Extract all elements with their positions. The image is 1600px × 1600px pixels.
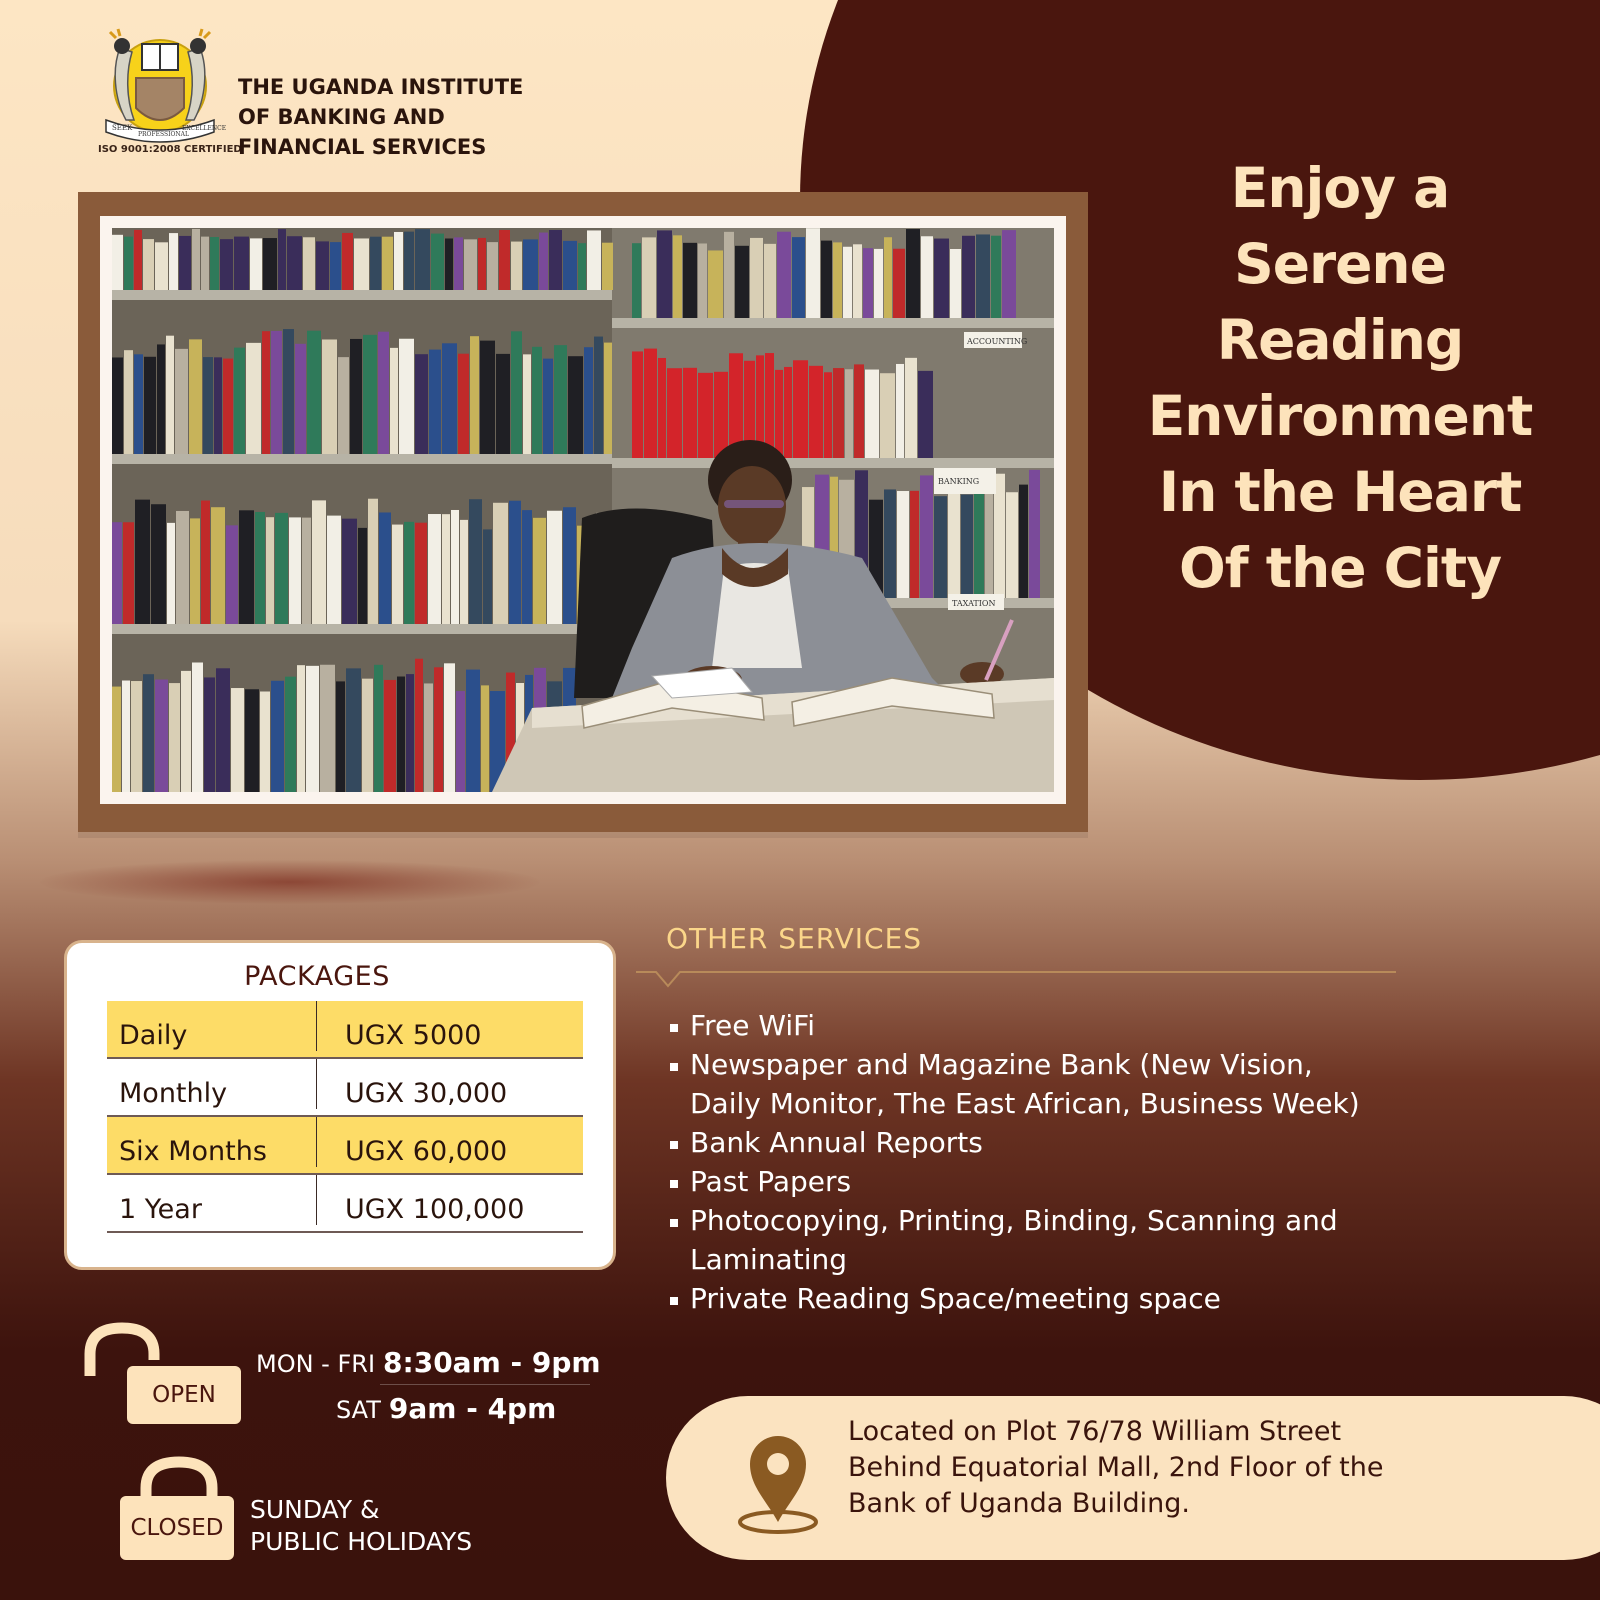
- book-spine: [262, 331, 270, 454]
- book-spine: [724, 232, 734, 318]
- book-spine: [897, 491, 909, 598]
- headline: [1120, 150, 1560, 606]
- book-spine: [316, 241, 329, 290]
- book-spine: [322, 339, 337, 454]
- institute-logo: [90, 28, 230, 163]
- book-spine: [112, 687, 121, 792]
- package-row: [107, 1059, 583, 1117]
- book-spine: [991, 236, 1001, 318]
- book-spine: [974, 478, 984, 598]
- book-spine: [246, 343, 261, 454]
- book-spine: [533, 518, 546, 624]
- iso-certification: ISO 9001:2008 CERTIFIED: [98, 144, 242, 155]
- book-spine: [442, 514, 450, 624]
- book-spine: [123, 522, 134, 624]
- book-spine: [271, 681, 284, 792]
- book-spine: [698, 243, 707, 318]
- book-spine: [431, 234, 444, 290]
- package-name: 1 Year: [107, 1175, 317, 1225]
- book-spine: [563, 507, 576, 624]
- hours-divider: [380, 1384, 590, 1385]
- book-spine: [483, 529, 492, 624]
- frame-shadow: [40, 860, 540, 904]
- book-spine: [950, 249, 961, 318]
- book-spine: [167, 523, 175, 624]
- book-spine: [404, 232, 414, 290]
- book-spine: [223, 359, 233, 454]
- book-spine: [961, 495, 973, 598]
- package-name: Daily: [107, 1001, 317, 1051]
- book-spine: [124, 237, 133, 290]
- services-divider: [636, 968, 1396, 992]
- book-spine: [399, 339, 414, 454]
- book-spine: [245, 689, 259, 792]
- package-row: [107, 1001, 583, 1059]
- book-spine: [239, 510, 254, 624]
- book-spine: [458, 354, 469, 454]
- book-spine: [1029, 470, 1040, 598]
- book-spine: [255, 512, 265, 624]
- book-spine: [201, 237, 209, 290]
- weekday-time: 8:30am - 9pm: [383, 1346, 601, 1379]
- book-spine: [220, 239, 233, 290]
- book-spine: [464, 239, 477, 290]
- packages-card: [64, 940, 616, 1270]
- package-name: Six Months: [107, 1117, 317, 1167]
- book-spine: [777, 232, 791, 318]
- location-banner: [666, 1396, 1600, 1560]
- book-spine: [234, 237, 249, 290]
- book-spine: [320, 665, 335, 792]
- book-spine: [131, 681, 142, 792]
- location-pin-icon: [736, 1424, 820, 1536]
- book-spine: [374, 665, 383, 792]
- motto-seek: SEEK: [112, 124, 133, 132]
- package-name: Monthly: [107, 1059, 317, 1109]
- book-spine: [644, 349, 657, 458]
- book-spine: [285, 677, 296, 792]
- service-item: Photocopying, Printing, Binding, Scanning and Laminating: [668, 1201, 1360, 1279]
- book-spine: [211, 507, 225, 624]
- book-spine: [853, 244, 862, 318]
- book-spine: [469, 499, 482, 624]
- book-spine: [404, 522, 414, 624]
- book-spine: [460, 520, 468, 624]
- service-item: Private Reading Space/meeting space: [668, 1279, 1408, 1318]
- book-spine: [539, 233, 548, 290]
- book-spine: [806, 228, 820, 318]
- book-spine: [456, 691, 465, 792]
- package-row: [107, 1175, 583, 1233]
- packages-title: PACKAGES: [244, 961, 390, 992]
- book-spine: [833, 368, 844, 458]
- book-spine: [792, 237, 805, 318]
- book-spine: [775, 370, 783, 458]
- book-spine: [363, 335, 377, 454]
- motto-professional: PROFESSIONAL: [138, 131, 189, 138]
- book-spine: [338, 357, 349, 454]
- book-spine: [189, 339, 202, 454]
- book-spine: [169, 683, 180, 792]
- book-spine: [295, 344, 306, 454]
- photo-mat: [100, 216, 1066, 804]
- book-spine: [144, 357, 156, 454]
- book-spine: [342, 519, 357, 624]
- book-spine: [415, 523, 427, 624]
- shelf-label: ACCOUNTING: [967, 337, 1028, 346]
- book-spine: [602, 243, 613, 290]
- book-spine: [906, 229, 920, 318]
- book-spine: [112, 357, 123, 454]
- book-spine: [358, 528, 367, 624]
- book-spine: [306, 666, 319, 792]
- book-spine: [192, 229, 200, 290]
- headline-line: In the Heart: [1158, 460, 1522, 524]
- book-spine: [470, 336, 479, 454]
- book-spine: [289, 517, 301, 624]
- book-spine: [424, 683, 433, 792]
- book-spine: [854, 364, 864, 458]
- book-spine: [151, 504, 166, 624]
- book-spine: [415, 354, 428, 454]
- book-spine: [918, 371, 933, 458]
- shelf-label: TAXATION: [952, 599, 996, 608]
- book-spine: [934, 496, 947, 598]
- book-spine: [406, 674, 414, 792]
- book-spine: [428, 514, 441, 624]
- book-spine: [658, 358, 666, 458]
- book-spine: [397, 677, 405, 792]
- service-item: Past Papers: [668, 1162, 1408, 1201]
- book-spine: [821, 241, 832, 318]
- book-spine: [784, 367, 792, 458]
- saturday-hours: [336, 1392, 556, 1425]
- book-spine: [370, 237, 381, 290]
- weekday-days: MON - FRI: [256, 1350, 376, 1378]
- institute-name: [238, 72, 523, 162]
- book-spine: [493, 503, 508, 624]
- book-spine: [511, 242, 522, 290]
- book-spine: [302, 518, 311, 624]
- book-spine: [642, 237, 656, 318]
- book-spine: [845, 369, 853, 458]
- book-spine: [874, 249, 883, 318]
- book-spine: [176, 511, 189, 624]
- book-spine: [843, 247, 852, 318]
- book-spine: [415, 659, 423, 792]
- book-spine: [266, 517, 274, 624]
- book-spine: [175, 349, 188, 454]
- book-spine: [708, 250, 723, 318]
- book-spine: [297, 665, 305, 792]
- book-spine: [884, 237, 892, 318]
- book-spine: [124, 350, 133, 454]
- book-spine: [880, 373, 895, 458]
- book-spine: [921, 236, 933, 318]
- book-spine: [143, 239, 154, 290]
- headline-line: Serene: [1234, 232, 1446, 296]
- book-spine: [824, 372, 832, 458]
- services-list: [668, 1006, 1408, 1318]
- book-spine: [920, 475, 933, 598]
- book-spine: [203, 357, 213, 454]
- book-spine: [169, 233, 178, 290]
- book-spine: [454, 237, 463, 290]
- book-spine: [893, 249, 905, 318]
- book-spine: [271, 331, 282, 454]
- book-spine: [134, 354, 143, 454]
- book-spine: [342, 233, 353, 290]
- book-spine: [442, 343, 457, 454]
- book-spine: [234, 348, 245, 454]
- book-spine: [1002, 230, 1016, 318]
- book-spine: [312, 500, 326, 624]
- saturday-days: SAT: [336, 1396, 381, 1424]
- book-spine: [346, 668, 361, 792]
- book-spine: [368, 499, 378, 624]
- service-item: Bank Annual Reports: [668, 1123, 1408, 1162]
- book-spine: [487, 242, 498, 290]
- closed-days: [250, 1494, 472, 1558]
- package-row: [107, 1117, 583, 1175]
- book-spine: [735, 246, 749, 318]
- book-spine: [667, 368, 682, 458]
- book-spine: [657, 230, 672, 318]
- book-spine: [445, 238, 453, 290]
- book-spine: [350, 339, 362, 454]
- book-spine: [481, 685, 489, 792]
- book-spine: [480, 341, 495, 454]
- book-spine: [683, 368, 697, 458]
- book-spine: [632, 243, 641, 318]
- book-spine: [362, 679, 373, 792]
- package-price: UGX 100,000: [345, 1194, 525, 1225]
- book-spine: [523, 239, 538, 290]
- institute-name-line: THE UGANDA INSTITUTE: [238, 75, 524, 99]
- book-spine: [201, 501, 210, 624]
- book-spine: [809, 366, 823, 458]
- book-spine: [1019, 485, 1028, 598]
- location-address: [848, 1414, 1383, 1522]
- address-line: Located on Plot 76/78 William Street: [848, 1416, 1342, 1447]
- book-spine: [214, 357, 222, 454]
- book-spine: [578, 243, 586, 290]
- book-spine: [451, 510, 459, 624]
- book-spine: [192, 662, 203, 792]
- book-spine: [466, 670, 480, 792]
- book-spine: [532, 347, 542, 454]
- book-spine: [155, 242, 168, 290]
- book-spine: [181, 671, 191, 792]
- book-spine: [157, 344, 165, 454]
- book-spine: [584, 347, 593, 454]
- book-spine: [434, 667, 443, 792]
- book-spine: [884, 489, 896, 598]
- book-spine: [204, 677, 215, 792]
- headline-line: Of the City: [1178, 536, 1502, 600]
- address-line: Behind Equatorial Mall, 2nd Floor of the: [848, 1452, 1384, 1483]
- book-spine: [112, 235, 123, 290]
- book-spine: [231, 688, 244, 792]
- saturday-time: 9am - 4pm: [388, 1392, 557, 1425]
- book-spine: [793, 360, 808, 458]
- book-spine: [112, 522, 122, 624]
- headline-line: Enjoy a: [1230, 156, 1450, 220]
- book-spine: [698, 373, 713, 458]
- shelf-label: BANKING: [938, 477, 980, 486]
- book-spine: [554, 345, 567, 454]
- book-spine: [905, 358, 917, 458]
- book-spine: [307, 331, 321, 454]
- book-spine: [135, 500, 150, 624]
- book-spine: [1006, 492, 1018, 598]
- packages-table: [107, 1001, 583, 1233]
- book-spine: [563, 241, 577, 290]
- book-spine: [287, 236, 302, 290]
- book-spine: [134, 230, 142, 290]
- book-spine: [210, 237, 219, 290]
- book-spine: [764, 244, 776, 318]
- weekday-hours: [256, 1346, 601, 1379]
- headline-line: Environment: [1147, 384, 1533, 448]
- service-item: Newspaper and Magazine Bank (New Vision, Daily Monitor, The East African, Business Week): [668, 1045, 1380, 1123]
- book-spine: [934, 239, 949, 318]
- book-spine: [604, 343, 612, 454]
- book-spine: [976, 234, 990, 318]
- library-photo: [112, 228, 1054, 792]
- package-price: UGX 30,000: [345, 1078, 508, 1109]
- book-spine: [910, 491, 919, 598]
- institute-name-line: OF BANKING AND: [238, 105, 445, 129]
- book-spine: [278, 229, 286, 290]
- book-spine: [632, 351, 643, 458]
- book-spine: [250, 238, 262, 290]
- closed-days-line: PUBLIC HOLIDAYS: [250, 1527, 473, 1556]
- book-spine: [673, 235, 682, 318]
- book-spine: [143, 674, 154, 792]
- motto-excellence: EXCELLENCE: [182, 125, 227, 132]
- book-spine: [547, 511, 562, 624]
- book-spine: [833, 242, 842, 318]
- book-spine: [865, 370, 879, 458]
- headline-line: Reading: [1216, 308, 1464, 372]
- book-spine: [594, 337, 603, 454]
- institute-name-line: FINANCIAL SERVICES: [238, 135, 487, 159]
- package-price: UGX 5000: [345, 1020, 482, 1051]
- book-spine: [122, 681, 130, 792]
- book-spine: [896, 364, 904, 458]
- book-spine: [392, 525, 403, 624]
- book-spine: [336, 681, 345, 792]
- package-price: UGX 60,000: [345, 1136, 508, 1167]
- book-spine: [303, 237, 315, 290]
- open-label: OPEN: [127, 1366, 241, 1424]
- book-spine: [354, 238, 369, 290]
- book-spine: [263, 238, 277, 290]
- book-spine: [765, 353, 774, 458]
- book-spine: [496, 354, 510, 454]
- book-spine: [379, 512, 391, 624]
- book-spine: [511, 331, 522, 454]
- address-line: Bank of Uganda Building.: [848, 1488, 1190, 1519]
- book-spine: [683, 243, 697, 318]
- book-spine: [509, 501, 521, 624]
- book-spine: [478, 238, 486, 290]
- book-spine: [543, 359, 553, 454]
- book-spine: [179, 236, 191, 290]
- service-item: Free WiFi: [668, 1006, 1408, 1045]
- book-spine: [190, 518, 200, 624]
- services-title: OTHER SERVICES: [666, 922, 923, 955]
- closed-days-line: SUNDAY &: [250, 1495, 380, 1524]
- book-spine: [714, 372, 728, 458]
- book-spine: [499, 230, 510, 290]
- book-spine: [275, 513, 288, 624]
- book-spine: [384, 680, 396, 792]
- book-spine: [390, 348, 398, 454]
- book-spine: [522, 510, 532, 624]
- book-spine: [750, 238, 763, 318]
- book-spine: [260, 691, 270, 792]
- book-spine: [587, 230, 601, 290]
- photo-frame: [78, 192, 1088, 832]
- book-spine: [523, 354, 531, 454]
- book-spine: [226, 525, 238, 624]
- book-spine: [429, 350, 441, 454]
- book-spine: [327, 516, 341, 624]
- book-spine: [283, 329, 294, 454]
- book-spine: [568, 356, 583, 454]
- book-spine: [216, 668, 230, 792]
- book-spine: [444, 663, 455, 792]
- book-spine: [549, 230, 562, 290]
- book-spine: [962, 236, 975, 318]
- book-spine: [415, 229, 430, 290]
- book-spine: [166, 336, 174, 454]
- book-spine: [155, 680, 168, 792]
- book-spine: [378, 332, 389, 454]
- closed-label: CLOSED: [120, 1496, 234, 1560]
- book-spine: [394, 232, 403, 290]
- book-spine: [863, 248, 873, 318]
- book-spine: [330, 242, 341, 290]
- book-spine: [382, 237, 393, 290]
